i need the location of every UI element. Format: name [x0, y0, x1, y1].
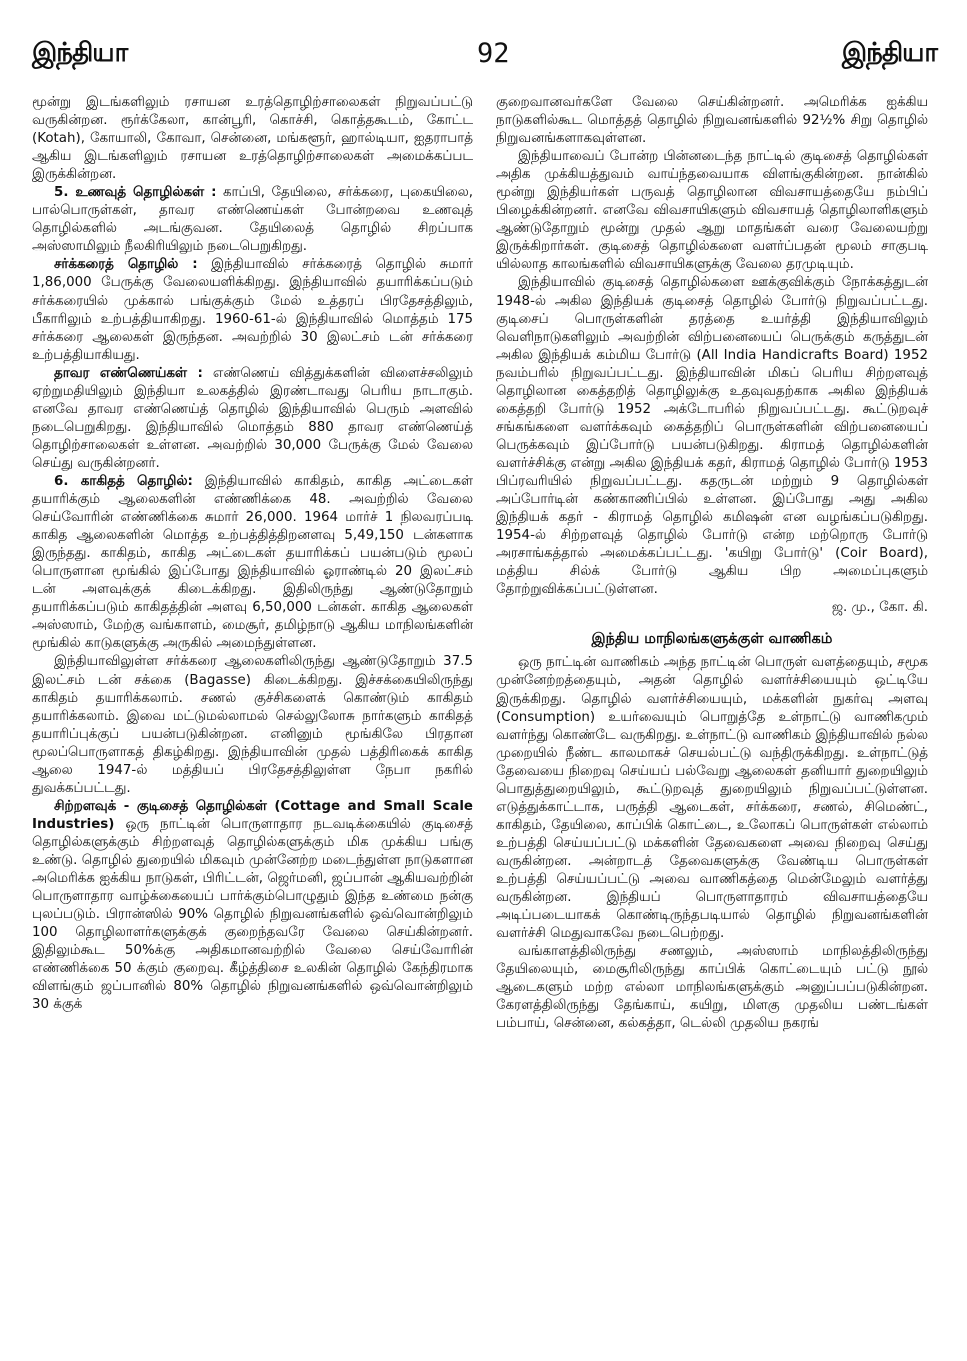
paragraph: தாவர எண்ணெய்கள் : எண்ணெய் வித்துக்களின் விளைச்சலிலும் ஏற்றுமதியிலும் இந்தியா உலகத்தில் இரண்டாவது பெரிய நாடாகும். எனவே தாவர எண்ணெய்த் தொழில் இந்தியாவில் பெரும் அளவில் நடைபெறுகிறது. இந்தியாவில் மொத்தம் 880 தாவர எண்ணெய்த் தொழிற்சாலைகள் உள்ளன. அவற்றில் 30,000 பேருக்கு மேல் வேலை செய்து வருகின்றனர்.	[32, 365, 473, 471]
section-label: 6. காகிதத் தொழில்:	[54, 473, 193, 489]
section-heading: இந்திய மாநிலங்களுக்குள் வாணிகம்	[591, 631, 833, 648]
page-header	[32, 38, 937, 78]
paragraph: இந்தியாவில் குடிசைத் தொழில்களை ஊக்குவிக்கும் நோக்கத்துடன் 1948-ல் அகில இந்தியக் குடிசைத் தொழில் போர்டு நிறுவப்பட்டது. குடிசைப் பொருள்களின் தரத்தை உயர்த்தி இந்தியாவிலும் வெளிநாடுகளிலும் அவற்றின் விற்பனையைப் பெருக்கும் கருத்துடன் அகில இந்தியக் கம்மிய போர்டு (All India Handicrafts Board) 1952 நவம்பரில் நிறுவப்பட்டது. இந்தியாவின் மிகப் பெரிய சிற்றளவுத் தொழிலான கைத்தறித் தொழிலுக்கு உதவுவதற்காக அகில இந்தியக் கைத்தறி போர்டு 1952 அக்டோபரில் நிறுவப்பட்டது. கூட்டுறவுச் சங்கங்களை வளர்க்கவும் கைத்தறிப் பொருள்களின் விற்பனையைப் பெருக்கவும் இப்போர்டு பயன்படுகிறது. கிராமத் தொழில்களின் வளர்ச்சிக்கு என்று அகில இந்தியக் கதர், கிராமத் தொழில் போர்டு 1953 பிப்ரவரியில் நிறுவப்பட்டது. கதருடன் மற்றும் 9 தொழில்கள் அப்போர்டின் கண்காணிப்பில் உள்ளன. இப்போது அது அகில இந்தியக் கதர் - கிராமத் தொழில் கமிஷன் என வழங்கப்படுகிறது. 1954-ல் சிற்றளவுத் தொழில் போர்டு என்ற மற்றொரு போர்டு அரசாங்கத்தால் அமைக்கப்பட்டது. 'கயிறு போர்டு' (Coir Board), மத்திய சில்க் போர்டு ஆகிய பிற அமைப்புகளும் தோற்றுவிக்கப்பட்டுள்ளன.	[496, 275, 928, 598]
section-label: தாவர எண்ணெய்கள் :	[54, 365, 203, 381]
paragraph: 6. காகிதத் தொழில்: இந்தியாவில் காகிதம், காகித அட்டைகள் தயாரிக்கும் ஆலைகளின் எண்ணிக்கை 48. அவற்றில் வேலை செய்வோரின் எண்ணிக்கை சுமார் 26,000. 1964 மார்ச் 1 நிலவரப்படி காகித ஆலைகளின் மொத்த உற்பத்தித்திறனளவு 5,49,150 டன்களாக இருந்தது. காகிதம், காகித அட்டைகள் தயாரிக்கப் பயன்படும் மூலப் பொருளான மூங்கில் இப்போது இந்தியாவில் ஓராண்டில் 20 இலட்சம் டன் அளவுக்குக் கிடைக்கிறது. இதிலிருந்து ஆண்டுதோறும் தயாரிக்கப்படும் காகிதத்தின் அளவு 6,50,000 டன்கள். காகித ஆலைகள் அஸ்ஸாம், மேற்கு வங்காளம், மைசூர், தமிழ்நாடு ஆகிய மாநிலங்களின் மூங்கில் காடுகளுக்கு அருகில் அமைந்துள்ளன.	[32, 473, 474, 652]
page-number: 92	[477, 38, 510, 69]
section-label: சிற்றளவுக் - குடிசைத் தொழில்கள் (Cottage and Small Scale Industries)	[32, 798, 473, 832]
left-column	[32, 94, 473, 1014]
paragraph: வங்காளத்திலிருந்து சணலும், அஸ்ஸாம் மாநிலத்திலிருந்து தேயிலையும், மைசூரிலிருந்து காப்பிக் கொட்டையும் பட்டு நூல் ஆடைகளும் மற்ற எல்லா மாநிலங்களுக்கும் அனுப்பப்படுகின்றன. கேரளத்திலிருந்து தேங்காய், கயிறு, மிளகு முதலிய பண்டங்கள் பம்பாய், சென்னை, கல்கத்தா, டெல்லி முதலிய நகரங்	[496, 944, 928, 1032]
paragraph: ஒரு நாட்டின் வாணிகம் அந்த நாட்டின் பொருள் வளத்தையும், சமூக முன்னேற்றத்தையும், அதன் தொழில் வளர்ச்சியையும் ஒட்டியே இருக்கிறது. தொழில் வளர்ச்சியையும், மக்களின் நுகர்வு அளவு (Consumption) உயர்வையும் பொறுத்தே உள்நாட்டு வாணிகமும் வளர்ந்து கொண்டே வருகிறது. உள்நாட்டு வாணிகம் இந்தியாவில் நல்ல முறையில் நீண்ட காலமாகச் செயல்பட்டு வந்திருக்கிறது. உள்நாட்டுத் தேவையை நிறைவு செய்யப் பல்வேறு ஆலைகள் தனியார் துறையிலும் பொதுத்துறையிலும், கூட்டுறவுத் துறையிலும் நிறுவப்பட்டுள்ளன. எடுத்துக்காட்டாக, பருத்தி ஆடைகள், சர்க்கரை, சணல், சிமெண்ட், காகிதம், தேயிலை, காப்பிக் கொட்டை, உலோகப் பொருள்கள் எல்லாம் உற்பத்தி செய்யப்பட்டு மக்களின் தேவைகளை அவை நிறைவு செய்து வருகின்றன. அன்றாடத் தேவைகளுக்கு வேண்டிய பொருள்கள் உற்பத்தி செய்யப்பட்டு அவை வாணிகத்தை மென்மேலும் வளர்த்து வருகின்றன. இந்தியப் பொருளாதாரம் விவசாயத்தையே அடிப்படையாகக் கொண்டிருந்தபடியால் தொழில் நிறுவனங்களின் வளர்ச்சி மெதுவாகவே நடைபெற்றது.	[496, 655, 928, 942]
header-right-title: இந்தியா	[841, 38, 937, 68]
section-label: சர்க்கரைத் தொழில் :	[54, 257, 198, 273]
paragraph: இந்தியாவிலுள்ள சர்க்கரை ஆலைகளிலிருந்து ஆண்டுதோறும் 37.5 இலட்சம் டன் சக்கை (Bagasse) கிடைக்கிறது. இச்சக்கையிலிருந்து காகிதம் தயாரிக்கலாம். சணல் குச்சிகளைக் கொண்டும் காகிதம் தயாரிக்கலாம். இவை மட்டுமல்லாமல் செல்லுலோசு நார்களும் காகிதத் தயாரிப்புக்குப் பயன்படுகின்றன. எனினும் மூங்கிலே பிரதான மூலப்பொருளாகத் திகழ்கிறது. இந்தியாவின் முதல் பத்திரிகைக் காகித ஆலை 1947-ல் மத்தியப் பிரதேசத்திலுள்ள நேபா நகரில் துவக்கப்பட்டது.	[32, 654, 473, 796]
paragraph: சர்க்கரைத் தொழில் : இந்தியாவில் சர்க்கரைத் தொழில் சுமார் 1,86,000 பேருக்கு வேலையளிக்கிறது. இந்தியாவில் தயாரிக்கப்படும் சர்க்கரையில் முக்கால் பங்குக்கும் மேல் உத்தரப் பிரதேசத்திலும், பீகாரிலும் உற்பத்தியாகிறது. 1960-61-ல் இந்தியாவில் மொத்தம் 175 சர்க்கரை ஆலைகள் இருந்தன. அவற்றில் 30 இலட்சம் டன் சர்க்கரை உற்பத்தியாகியது.	[32, 257, 474, 363]
paragraph: மூன்று இடங்களிலும் ரசாயன உரத்தொழிற்சாலைகள் நிறுவப்பட்டு வருகின்றன. ரூர்க்கேலா, கான்பூரி, கொச்சி, கொத்தகூடம், கோட்ட (Kotah), கோயாலி, கோவா, சென்னை, மங்களூர், ஹால்டியா, ஐதராபாத் ஆகிய இடங்களிலும் ரசாயன உரத்தொழிற்சாலைகள் அமைக்கப்பட இருக்கின்றன.	[32, 95, 473, 183]
right-column	[496, 94, 928, 1033]
section-label: 5. உணவுத் தொழில்கள் :	[54, 185, 217, 201]
paragraph: சிற்றளவுக் - குடிசைத் தொழில்கள் (Cottage and Small Scale Industries) ஒரு நாட்டின் பொருளாதார நடவடிக்கையில் குடிசைத் தொழில்களுக்கும் சிற்றளவுத் தொழில்களுக்கும் மிக முக்கிய பங்கு உண்டு. தொழில் துறையில் மிகவும் முன்னேற்ற மடைந்துள்ள நாடுகளான அமெரிக்க ஐக்கிய நாடுகள், பிரிட்டன், ஜெர்மனி, ஜப்பான் ஆகியவற்றின் பொருளாதார வாழ்க்கையைப் பார்க்கும்பொழுதும் இந்த உண்மை நன்கு புலப்படும். பிரான்ஸில் 90% தொழில் நிறுவனங்களில் ஒவ்வொன்றிலும் 100 தொழிலாளர்களுக்குக் குறைந்தவரே வேலை செய்கின்றனர். இதிலும்கூட 50%க்கு அதிகமானவற்றில் வேலை செய்வோரின் எண்ணிக்கை 50 க்கும் குறைவு. கீழ்த்திசை உலகின் தொழில் கேந்திரமாக விளங்கும் ஜப்பானில் 80% தொழில் நிறுவனங்களில் ஒவ்வொன்றிலும் 30 க்குக்	[32, 798, 473, 1013]
paragraph: இந்தியாவைப் போன்ற பின்னடைந்த நாட்டில் குடிசைத் தொழில்கள் அதிக முக்கியத்துவம் வாய்ந்தவையாக விளங்குகின்றன. நான்கில் மூன்று இந்தியர்கள் பருவத் தொழிலான விவசாயத்தையே நம்பிப் பிழைக்கின்றனர். எனவே விவசாயிகளும் விவசாயத் தொழிலாளிகளும் ஆண்டுதோறும் மூன்று முதல் ஆறு மாதங்கள் வரை வேலையற்று இருக்கிறார்கள். குடிசைத் தொழில்களை வளர்ப்பதன் மூலம் சாகுபடி யில்லாத காலங்களில் விவசாயிகளுக்கு வேலை தரமுடியும்.	[496, 149, 928, 273]
paragraph: 5. உணவுத் தொழில்கள் : காப்பி, தேயிலை, சர்க்கரை, புகையிலை, பால்பொருள்கள், தாவர எண்ணெய்கள் போன்றவை உணவுத் தொழில்களில் அடங்குவன. தேயிலைத் தொழில் சிறப்பாக அஸ்ஸாமிலும் நீலகிரியிலும் நடைபெறுகிறது.	[32, 185, 473, 255]
author-signature: ஜ. மு., கோ. கி.	[831, 600, 928, 616]
paragraph: குறைவானவர்களே வேலை செய்கின்றனர். அமெரிக்க ஐக்கிய நாடுகளில்கூட மொத்தத் தொழில் நிறுவனங்களில் 92½% சிறு தொழில் நிறுவனங்களாகவுள்ளன.	[496, 95, 928, 147]
header-left-title: இந்தியா	[32, 38, 128, 68]
